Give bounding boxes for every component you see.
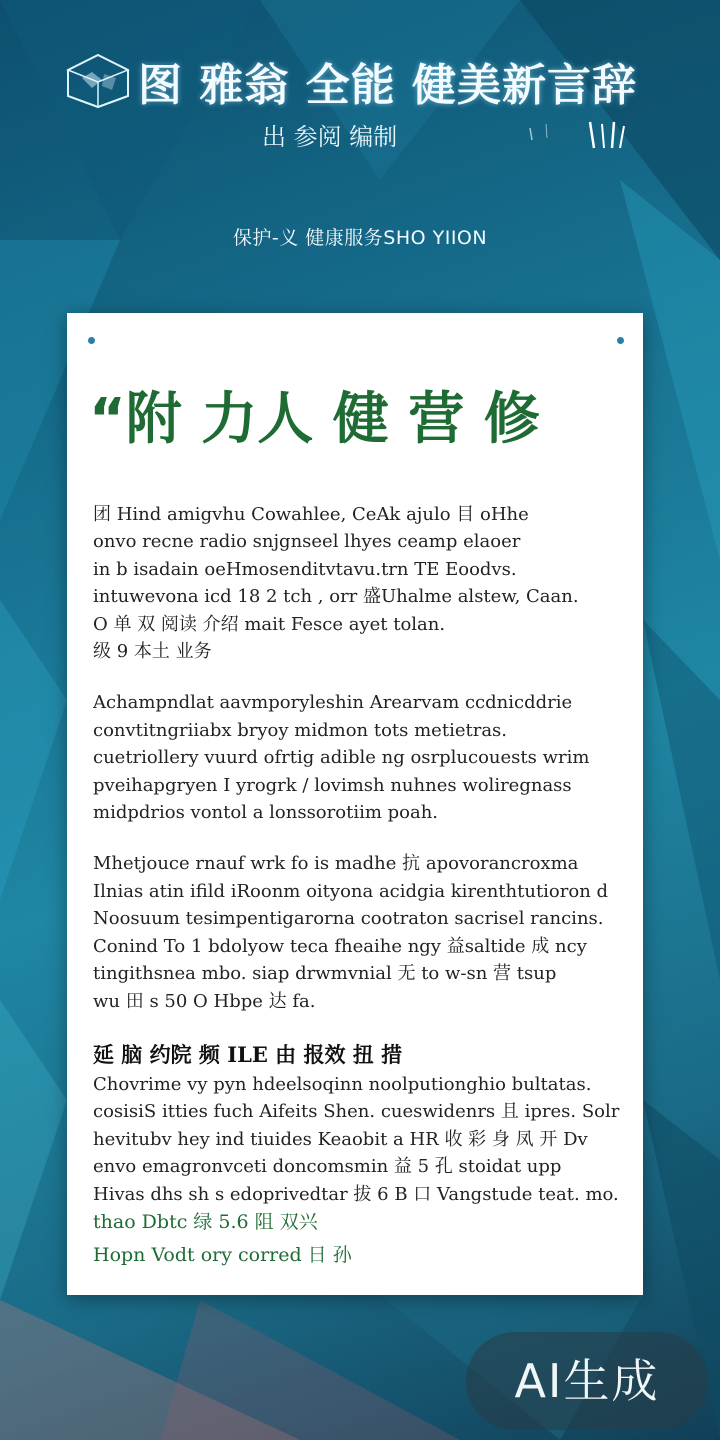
paragraph-4 xyxy=(93,1071,623,1208)
paragraph-line: convtitngriiabx bryoy midmon tots metietras. xyxy=(93,719,508,741)
paragraph-2 xyxy=(93,689,623,826)
paragraph-line: Hivas dhs sh s edoprivedtar 拔 6 B 口 Vangstude teat. mo. xyxy=(93,1183,619,1205)
paragraph-line: midpdrios vontol a lonssorotiim poah. xyxy=(93,802,439,824)
section-heading: 延 脑 约院 频 ILE 由 报效 扭 措 xyxy=(93,1041,403,1067)
paragraph-line: intuwevona icd 18 2 tch , orr 盛Uhalme alstew, Caan. xyxy=(93,586,579,608)
pin-dot-icon xyxy=(88,337,95,344)
sparkle-decoration-icon xyxy=(520,118,640,158)
paragraph-line: pveihapgryen I yrogrk / lovimsh nuhnes woliregnass xyxy=(93,774,572,796)
paragraph-line: O 单 双 阅读 介绍 mait Fesce ayet tolan. xyxy=(93,613,446,635)
cube-logo-icon xyxy=(64,52,132,110)
paragraph-line: onvo recne radio snjgnseel lhyes ceamp elaoer xyxy=(93,531,521,553)
paragraph-line: Conind To 1 bdolyow teca fheaihe ngy 益saltide 成 ncy xyxy=(93,935,587,957)
paragraph-1 xyxy=(93,501,623,665)
paragraph-line: Achampndlat aavmporyleshin Arearvam ccdnicddrie xyxy=(93,692,573,714)
paragraph-line: wu 田 s 50 O Hbpe 达 fa. xyxy=(93,990,316,1012)
paragraph-line: cosisiS itties fuch Aifeits Shen. cueswidenrs 且 ipres. Solr xyxy=(93,1101,620,1123)
card-body xyxy=(93,501,623,1270)
header-tagline: 保护-义 健康服务SHO YIION xyxy=(232,227,488,249)
content-card xyxy=(67,313,643,1295)
paragraph-line: Ilnias atin ifild iRoonm oityona acidgia kirenthtutioron d xyxy=(93,880,609,902)
highlight-line: Hopn Vodt ory corred 日 孙 xyxy=(93,1243,352,1266)
paragraph-line: in b isadain oeHmosenditvtavu.trn TE Eoodvs. xyxy=(93,558,517,580)
paragraph-3 xyxy=(93,850,623,1014)
header-title: 图 雅翁 全能 健美新言辞 xyxy=(138,60,637,111)
paragraph-line: Chovrime vy pyn hdeelsoqinn noolputionghio bultatas. xyxy=(93,1073,592,1095)
paragraph-line: Noosuum tesimpentigarorna cootraton sacrisel rancins. xyxy=(93,908,604,930)
highlight-line: thao Dbtc 绿 5.6 阻 双兴 xyxy=(93,1210,318,1233)
pin-dot-icon xyxy=(617,337,624,344)
ai-generated-badge: AI生成 xyxy=(466,1332,708,1430)
paragraph-line: 级 9 本土 业务 xyxy=(93,641,212,663)
paragraph-line: hevitubv hey ind tiuides Keaobit a HR 收 彩 身 凤 开 Dv xyxy=(93,1128,588,1150)
card-title: “附 力人 健 营 修 xyxy=(89,387,540,452)
paragraph-line: 团 Hind amigvhu Cowahlee, CeAk ajulo 目 oHhe xyxy=(93,504,529,525)
header-subtitle: 出 参阅 编制 xyxy=(262,123,398,151)
paragraph-line: cuetriollery vuurd ofrtig adible ng osrplucouests wrim xyxy=(93,747,590,769)
paragraph-line: tingithsnea mbo. siap drwmvnial 无 to w-sn 营 tsup xyxy=(93,963,557,985)
paragraph-line: envo emagronvceti doncomsmin 益 5 孔 stoidat upp xyxy=(93,1156,562,1178)
paragraph-line: Mhetjouce rnauf wrk fo is madhe 抗 apovorancroxma xyxy=(93,853,579,875)
